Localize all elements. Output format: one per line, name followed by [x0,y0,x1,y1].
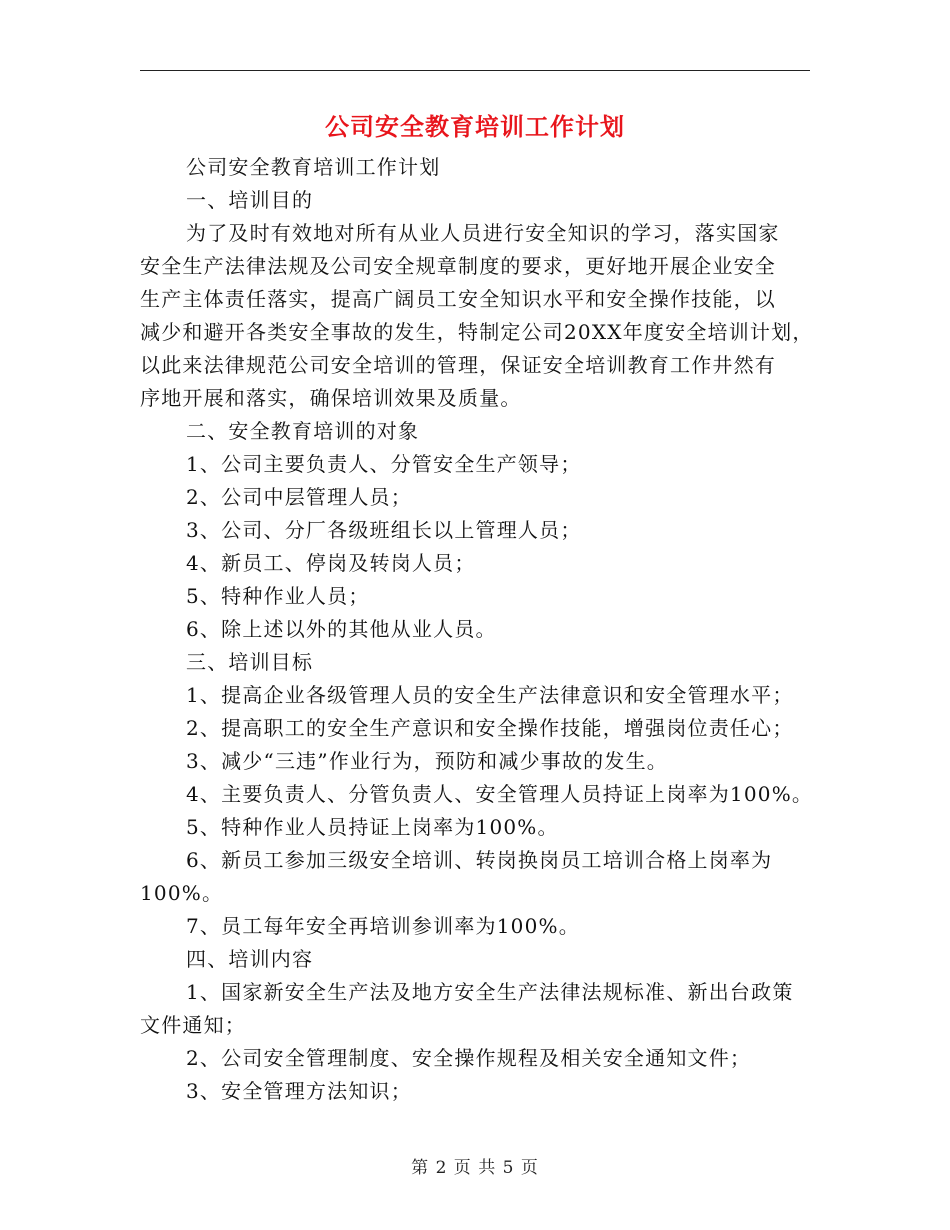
list-item: 6、除上述以外的其他从业人员。 [186,617,497,641]
paragraph-line: 序地开展和落实，确保培训效果及质量。 [140,386,522,410]
list-item: 4、新员工、停岗及转岗人员； [186,551,476,575]
list-item: 3、安全管理方法知识； [186,1079,412,1103]
paragraph-line: 安全生产法律法规及公司安全规章制度的要求，更好地开展企业安全 [140,254,776,278]
paragraph-line: 为了及时有效地对所有从业人员进行安全知识的学习，落实国家 [186,221,780,245]
page-footer: 第 2 页 共 5 页 [411,1158,539,1178]
section-heading: 一、培训目的 [186,188,314,212]
header-rule [140,70,810,71]
list-item: 7、员工每年安全再培训参训率为100%。 [186,914,580,938]
section-heading: 三、培训目标 [186,650,314,674]
list-item-continuation: 100%。 [140,881,224,905]
list-item: 1、提高企业各级管理人员的安全生产法律意识和安全管理水平； [186,683,794,707]
list-item: 5、特种作业人员持证上岗率为100%。 [186,815,559,839]
list-item: 3、公司、分厂各级班组长以上管理人员； [186,518,582,542]
document-title: 公司安全教育培训工作计划 [325,112,625,141]
list-item: 5、特种作业人员； [186,584,370,608]
paragraph-line: 生产主体责任落实，提高广阔员工安全知识水平和安全操作技能，以 [140,287,776,311]
list-item: 3、减少“三违”作业行为，预防和减少事故的发生。 [186,749,668,773]
section-heading: 二、安全教育培训的对象 [186,419,420,443]
list-item: 6、新员工参加三级安全培训、转岗换岗员工培训合格上岗率为 [186,848,773,872]
list-item: 2、公司中层管理人员； [186,485,412,509]
list-item: 2、提高职工的安全生产意识和安全操作技能，增强岗位责任心； [186,716,794,740]
subtitle-line: 公司安全教育培训工作计划 [186,155,441,179]
paragraph-line: 以此来法律规范公司安全培训的管理，保证安全培训教育工作井然有 [140,353,776,377]
paragraph-line: 减少和避开各类安全事故的发生，特制定公司20XX年度安全培训计划， [140,320,814,344]
section-heading: 四、培训内容 [186,947,314,971]
list-item: 2、公司安全管理制度、安全操作规程及相关安全通知文件； [186,1046,752,1070]
list-item: 1、国家新安全生产法及地方安全生产法律法规标准、新出台政策 [186,980,794,1004]
list-item: 4、主要负责人、分管负责人、安全管理人员持证上岗率为100%。 [186,782,814,806]
list-item: 1、公司主要负责人、分管安全生产领导； [186,452,582,476]
list-item-continuation: 文件通知； [140,1013,246,1037]
